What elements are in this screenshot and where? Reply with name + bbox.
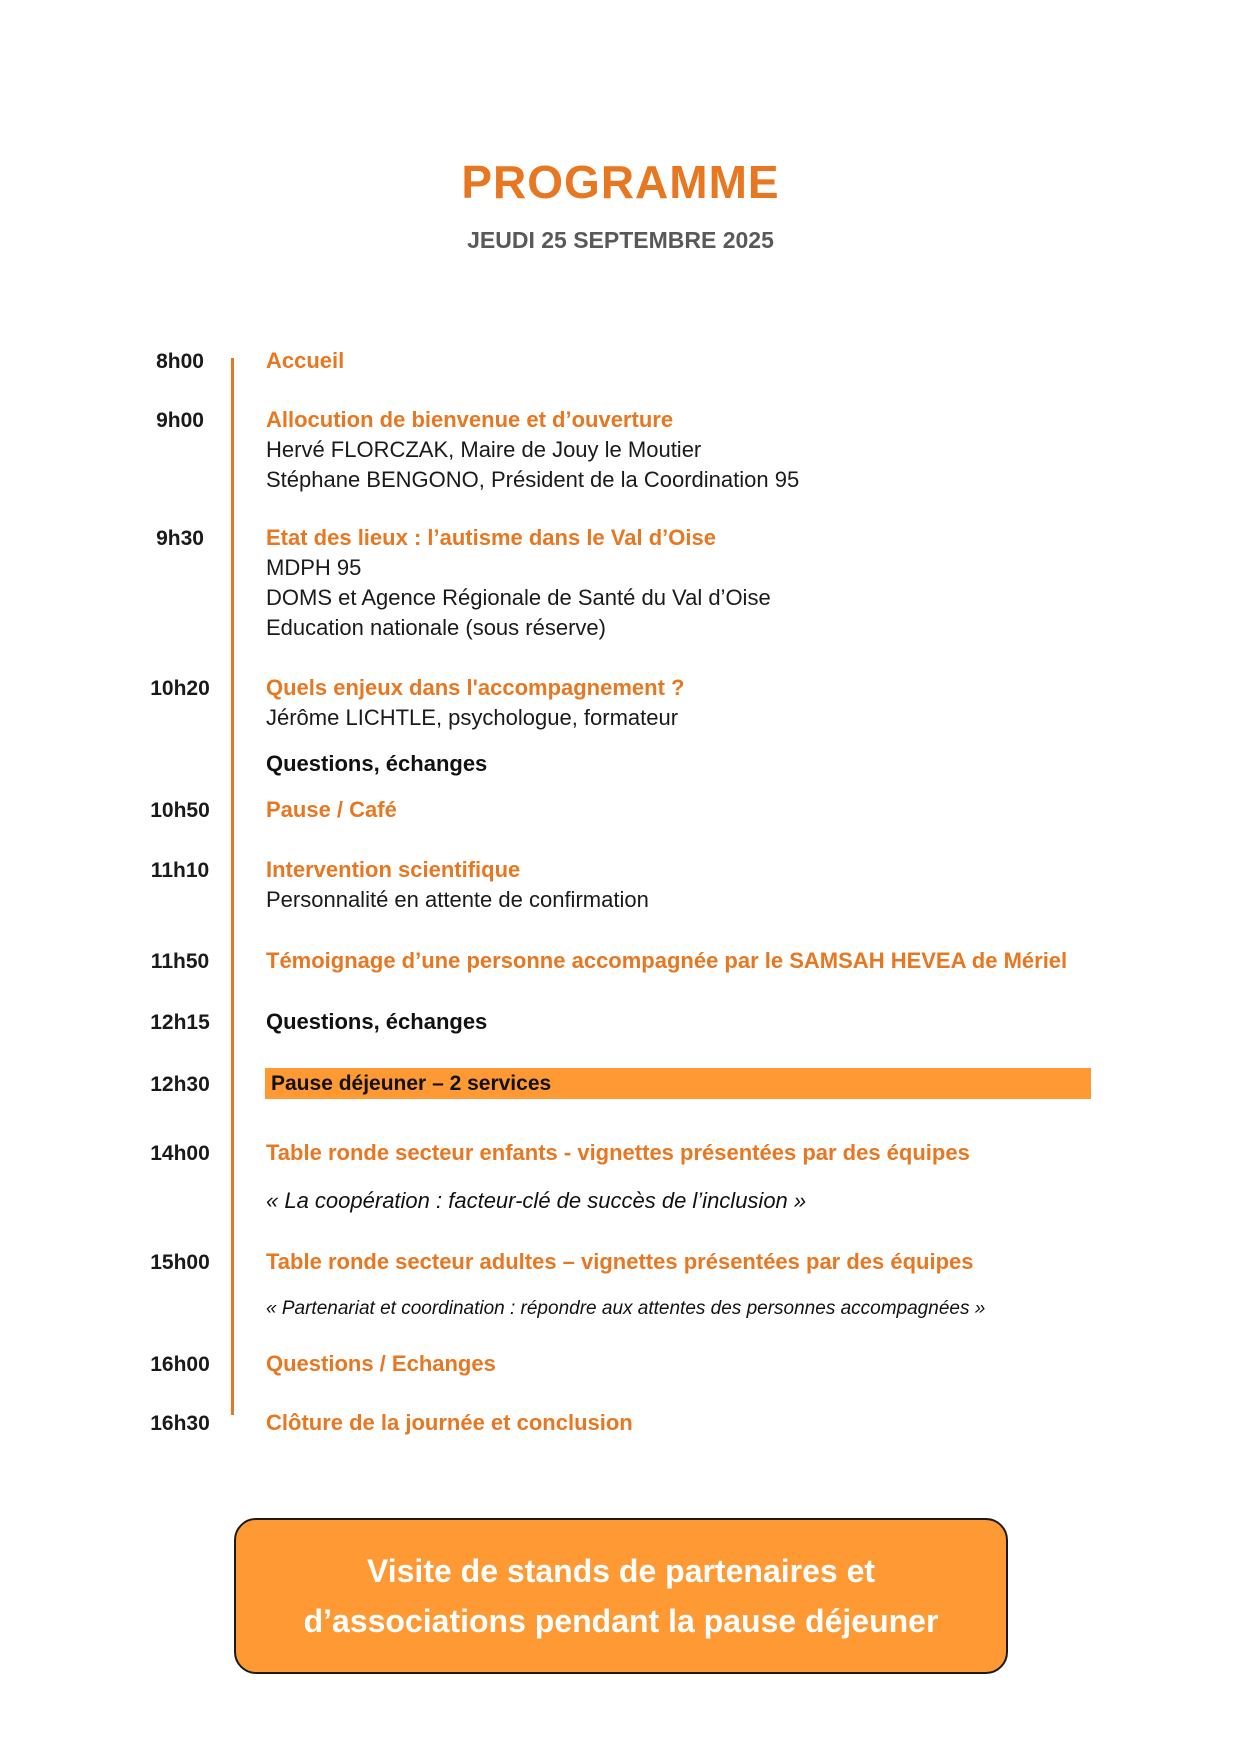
time-label: 9h00 <box>156 409 204 432</box>
session-title: Table ronde secteur adultes – vignettes présentées par des équipes <box>266 1249 974 1274</box>
time-label: 12h30 <box>150 1073 210 1096</box>
session-title: Questions / Echanges <box>266 1351 496 1376</box>
session-title: Clôture de la journée et conclusion <box>266 1410 633 1435</box>
speaker-line: Jérôme LICHTLE, psychologue, formateur <box>266 705 679 730</box>
lunch-break-highlight: Pause déjeuner – 2 services <box>265 1068 1091 1099</box>
speaker-line: Education nationale (sous réserve) <box>266 615 606 640</box>
session-title: Allocution de bienvenue et d’ouverture <box>266 407 674 432</box>
page-title: PROGRAMME <box>461 156 780 208</box>
time-label: 15h00 <box>150 1251 210 1274</box>
time-label: 16h00 <box>150 1353 210 1376</box>
event-date: JEUDI 25 SEPTEMBRE 2025 <box>467 227 774 253</box>
questions-note: Questions, échanges <box>266 751 488 776</box>
session-title: Témoignage d’une personne accompagnée par le SAMSAH HEVEA de Mériel <box>266 948 1068 973</box>
session-title: Quels enjeux dans l'accompagnement ? <box>266 675 685 700</box>
time-label: 11h50 <box>150 950 210 973</box>
callout-line-2: d’associations pendant la pause déjeuner <box>303 1603 939 1639</box>
session-title: Etat des lieux : l’autisme dans le Val d’Oise <box>266 525 716 550</box>
session-quote: « Partenariat et coordination : répondre aux attentes des personnes accompagnées » <box>266 1298 986 1319</box>
time-label: 11h10 <box>150 859 210 882</box>
callout-box <box>234 1518 1008 1674</box>
speaker-line: MDPH 95 <box>266 555 362 580</box>
speaker-line: Stéphane BENGONO, Président de la Coordination 95 <box>266 467 800 492</box>
session-title: Intervention scientifique <box>266 857 521 882</box>
session-title: Questions, échanges <box>266 1009 488 1034</box>
session-title: Table ronde secteur enfants - vignettes présentées par des équipes <box>266 1140 970 1165</box>
speaker-line: Hervé FLORCZAK, Maire de Jouy le Moutier <box>266 437 702 462</box>
session-title: Accueil <box>266 348 345 373</box>
session-quote: « La coopération : facteur-clé de succès de l’inclusion » <box>266 1188 807 1213</box>
time-label: 14h00 <box>150 1142 210 1165</box>
session-title: Pause / Café <box>266 797 397 822</box>
speaker-line: DOMS et Agence Régionale de Santé du Val d’Oise <box>266 585 771 610</box>
time-label: 9h30 <box>156 527 204 550</box>
time-label: 8h00 <box>156 350 204 373</box>
time-label: 12h15 <box>150 1011 210 1034</box>
time-label: 16h30 <box>150 1412 210 1435</box>
time-label: 10h50 <box>150 799 210 822</box>
time-label: 10h20 <box>150 677 210 700</box>
speaker-line: Personnalité en attente de confirmation <box>266 887 649 912</box>
timeline-line <box>231 358 234 1415</box>
callout-line-1: Visite de stands de partenaires et <box>366 1553 876 1589</box>
